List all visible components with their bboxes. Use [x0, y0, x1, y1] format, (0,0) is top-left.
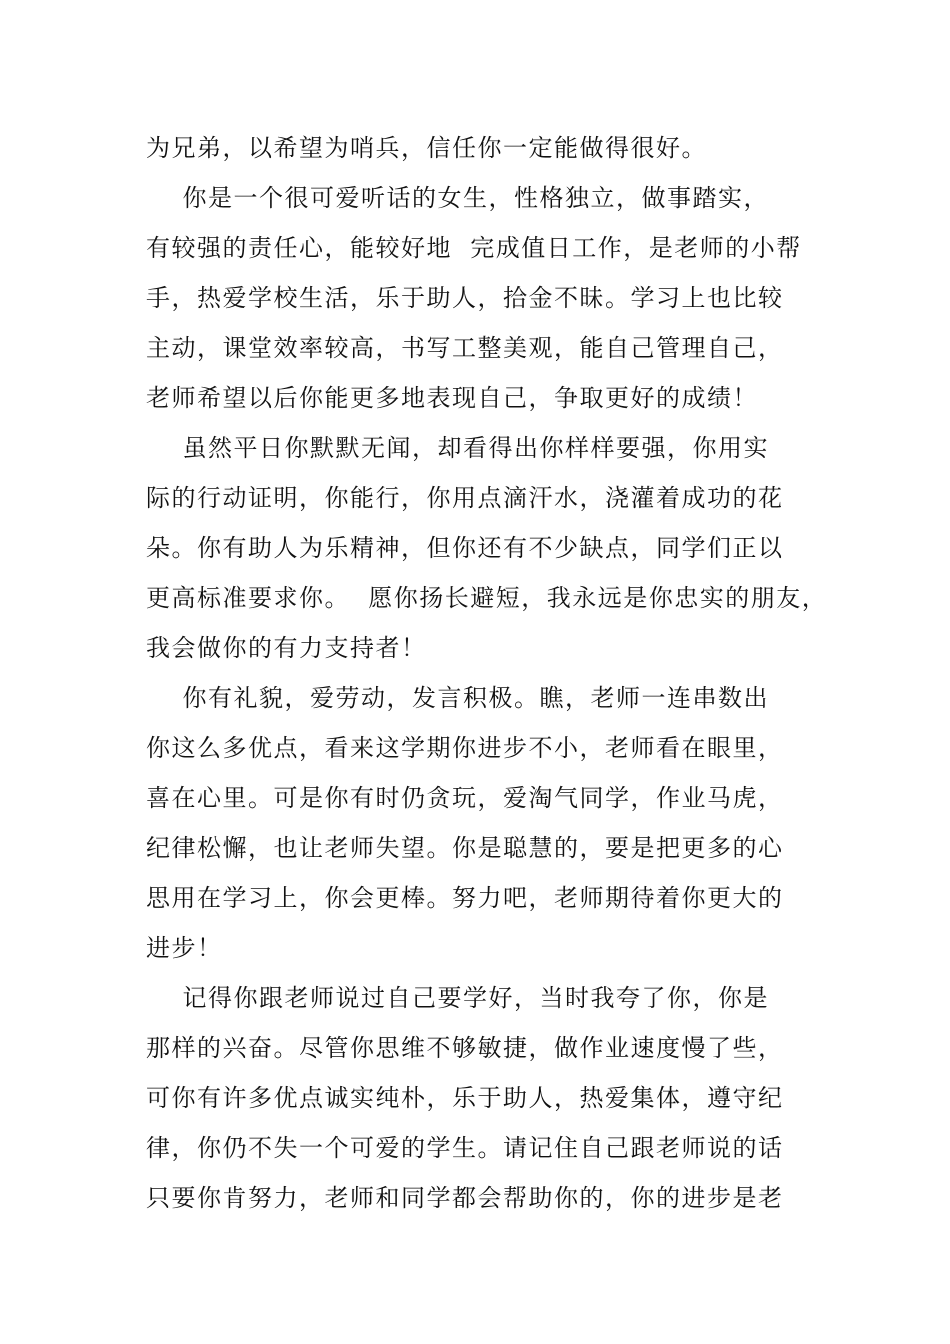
- text-line: 更高标准要求你。 愿你扬长避短，我永远是你忠实的朋友，: [146, 584, 828, 612]
- text-line: 律，你仍不失一个可爱的学生。请记住自己跟老师说的话: [146, 1134, 784, 1162]
- text-line: 思用在学习上，你会更棒。努力吧，老师期待着你更大的: [146, 884, 784, 912]
- text-line: 进步！: [146, 934, 223, 962]
- text-line: 喜在心里。可是你有时仍贪玩，爱淘气同学，作业马虎，: [146, 784, 784, 812]
- text-line: 虽然平日你默默无闻，却看得出你样样要强，你用实: [146, 434, 770, 462]
- text-line: 纪律松懈，也让老师失望。你是聪慧的，要是把更多的心: [146, 834, 784, 862]
- text-line: 那样的兴奋。尽管你思维不够敏捷，做作业速度慢了些，: [146, 1034, 784, 1062]
- text-line: 可你有许多优点诚实纯朴，乐于助人，热爱集体，遵守纪: [146, 1084, 784, 1112]
- text-line: 你有礼貌，爱劳动，发言积极。瞧，老师一连串数出: [146, 684, 770, 712]
- text-line: 记得你跟老师说过自己要学好，当时我夸了你，你是: [146, 984, 770, 1012]
- text-line: 际的行动证明，你能行，你用点滴汗水，浇灌着成功的花: [146, 484, 784, 512]
- document-body: [146, 126, 826, 1226]
- text-line: 老师希望以后你能更多地表现自己，争取更好的成绩！: [146, 384, 758, 412]
- text-line: 我会做你的有力支持者！: [146, 634, 427, 662]
- text-line: 有较强的责任心，能较好地 完成值日工作，是老师的小帮: [146, 234, 802, 262]
- text-line: 只要你肯努力，老师和同学都会帮助你的，你的进步是老: [146, 1184, 784, 1212]
- text-line: 你是一个很可爱听话的女生，性格独立，做事踏实，: [146, 184, 770, 212]
- text-line: 你这么多优点，看来这学期你进步不小，老师看在眼里，: [146, 734, 784, 762]
- text-line: 为兄弟，以希望为哨兵，信任你一定能做得很好。: [146, 134, 707, 162]
- text-line: 手，热爱学校生活，乐于助人，拾金不昧。学习上也比较: [146, 284, 784, 312]
- text-line: 朵。你有助人为乐精神，但你还有不少缺点，同学们正以: [146, 534, 784, 562]
- text-line: 主动，课堂效率较高，书写工整美观，能自己管理自己，: [146, 334, 784, 362]
